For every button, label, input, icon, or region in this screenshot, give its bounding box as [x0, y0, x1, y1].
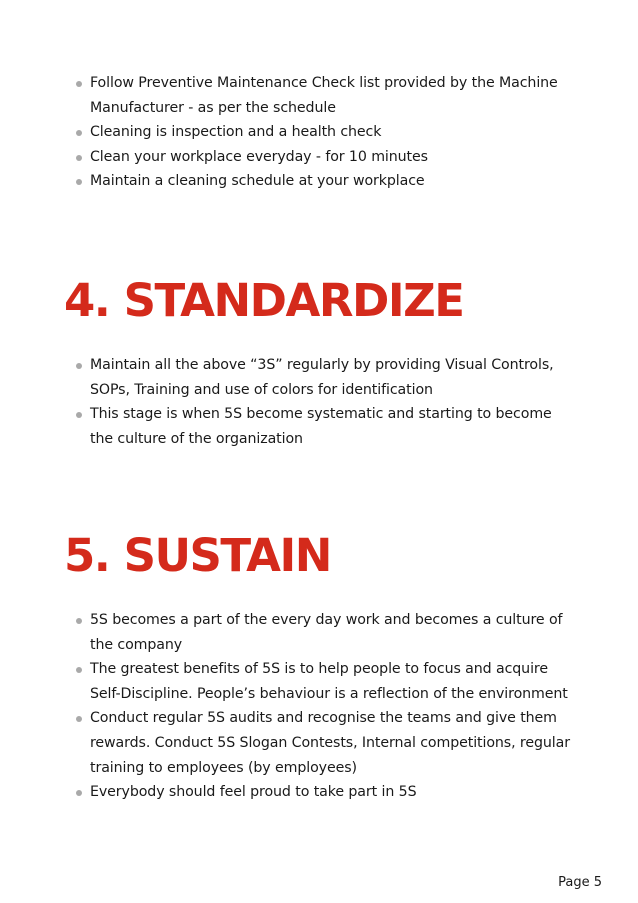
- sustain-bullet-list: [76, 608, 576, 805]
- list-item: [76, 120, 576, 145]
- list-item-text: Maintain a cleaning schedule at your workplace: [90, 173, 425, 190]
- list-item: [76, 145, 576, 170]
- bullet-dot-icon: [76, 81, 82, 87]
- bullet-dot-icon: [76, 790, 82, 796]
- bullet-dot-icon: [76, 155, 82, 161]
- list-item: [76, 780, 576, 805]
- list-item: [76, 657, 576, 706]
- list-item-text: Everybody should feel proud to take part in 5S: [90, 784, 417, 801]
- list-item-text: Conduct regular 5S audits and recognise the teams and give them rewards. Conduct 5S Slogan Contests, Internal competitions, regular training to employees (by employees): [90, 710, 570, 776]
- standardize-heading: 4. STANDARDIZE: [64, 274, 464, 327]
- list-item-text: Clean your workplace everyday - for 10 minutes: [90, 148, 428, 165]
- sustain-heading: 5. SUSTAIN: [64, 529, 331, 582]
- bullet-dot-icon: [76, 412, 82, 418]
- list-item-text: This stage is when 5S become systematic and starting to become the culture of the organization: [90, 406, 552, 447]
- bullet-dot-icon: [76, 130, 82, 136]
- list-item: [76, 71, 576, 120]
- list-item: [76, 706, 576, 780]
- list-item-text: Cleaning is inspection and a health check: [90, 124, 382, 141]
- bullet-dot-icon: [76, 179, 82, 185]
- list-item: [76, 353, 576, 402]
- bullet-dot-icon: [76, 363, 82, 369]
- standardize-bullet-list: [76, 353, 576, 451]
- bullet-dot-icon: [76, 618, 82, 624]
- list-item: [76, 608, 576, 657]
- list-item: [76, 402, 576, 451]
- list-item: [76, 169, 576, 194]
- bullet-dot-icon: [76, 667, 82, 673]
- shine-bullet-list: [76, 71, 576, 194]
- list-item-text: 5S becomes a part of the every day work and becomes a culture of the company: [90, 612, 563, 653]
- list-item-text: The greatest benefits of 5S is to help people to focus and acquire Self-Discipline. People’s behaviour is a reflection of the environment: [90, 661, 568, 702]
- list-item-text: Maintain all the above “3S” regularly by providing Visual Controls, SOPs, Training and use of colors for identification: [90, 357, 554, 398]
- bullet-dot-icon: [76, 716, 82, 722]
- page-number: Page 5: [558, 875, 602, 890]
- list-item-text: Follow Preventive Maintenance Check list provided by the Machine Manufacturer - as per the schedule: [90, 75, 558, 116]
